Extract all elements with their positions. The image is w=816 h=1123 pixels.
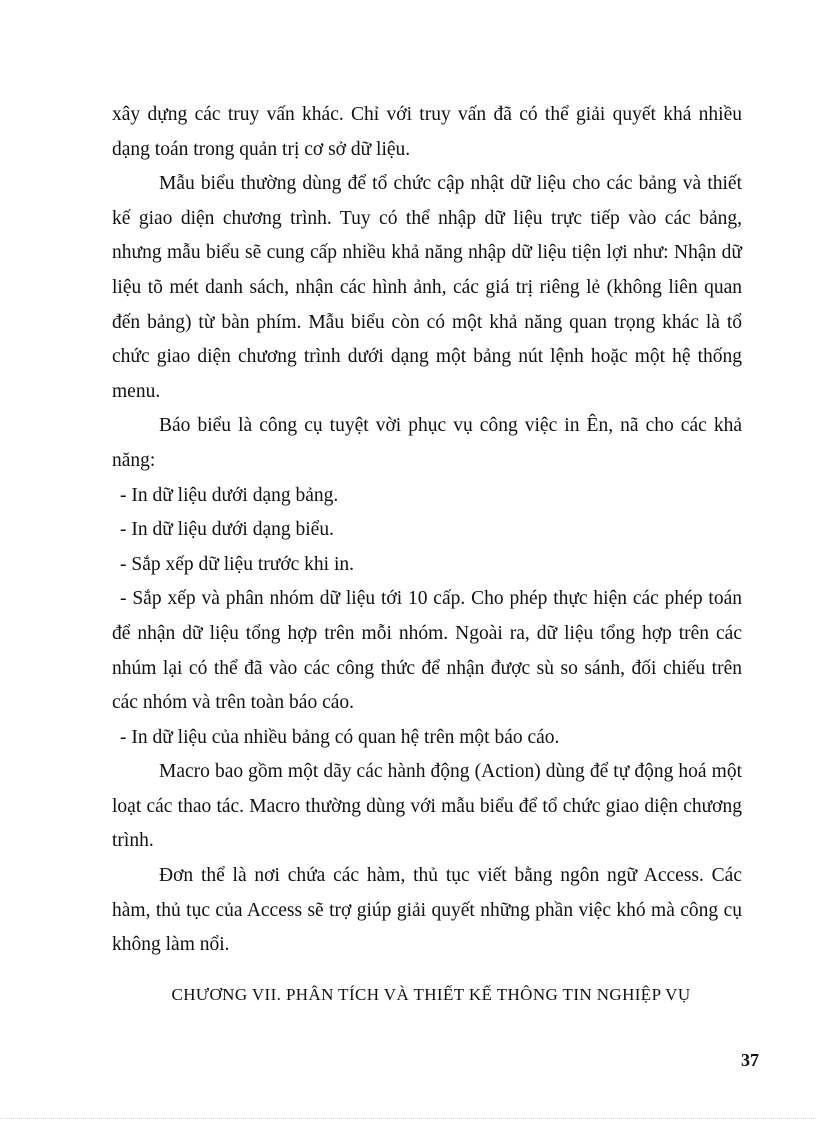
body-text (112, 98, 742, 963)
paragraph: xây dựng các truy vấn khác. Chỉ với truy vấn đã có thể giải quyết khá nhiều dạng toán trong quản trị cơ sở dữ liệu. (112, 104, 742, 160)
list-item: - In dữ liệu dưới dạng bảng. (120, 484, 339, 506)
paragraph: Đơn thể là nơi chứa các hàm, thủ tục viết bằng ngôn ngữ Access. Các hàm, thủ tục của Access sẽ trợ giúp giải quyết những phần việc khó mà công cụ không làm nổi. (112, 865, 742, 956)
list-item: - In dữ liệu dưới dạng biểu. (120, 519, 334, 541)
chapter-heading: CHƯƠNG VII. PHÂN TÍCH VÀ THIẾT KẾ THÔNG TIN NGHIỆP VỤ (171, 985, 691, 1004)
bottom-divider (0, 1118, 816, 1119)
paragraph: Macro bao gồm một dãy các hành động (Action) dùng để tự động hoá một loạt các thao tác. Macro thường dùng với mẫu biểu để tổ chức giao diện chương trình. (112, 761, 742, 852)
list-item: - In dữ liệu của nhiều bảng có quan hệ trên một báo cáo. (120, 726, 560, 748)
paragraph: Báo biểu là công cụ tuyệt vời phục vụ công việc in Ên, nã cho các khả năng: (112, 415, 742, 471)
list-item: - Sắp xếp dữ liệu trước khi in. (120, 553, 354, 575)
paragraph: Mẫu biểu thường dùng để tổ chức cập nhật dữ liệu cho các bảng và thiết kế giao diện chương trình. Tuy có thể nhập dữ liệu trực tiếp vào các bảng, nhưng mẫu biểu sẽ cung cấp nhiều khả năng nhập dữ liệu tiện lợi như: Nhận dữ liệu tõ mét danh sách, nhận các hình ảnh, các giá trị riêng lẻ (không liên quan đến bảng) từ bàn phím. Mẫu biểu còn có một khả năng quan trọng khác là tổ chức giao diện chương trình dưới dạng một bảng nút lệnh hoặc một hệ thống menu. (112, 173, 742, 402)
page-number: 37 (741, 1050, 759, 1070)
list-item: - Sắp xếp và phân nhóm dữ liệu tới 10 cấp. Cho phép thực hiện các phép toán để nhận dữ liệu tổng hợp trên mỗi nhóm. Ngoài ra, dữ liệu tổng hợp trên các nhúm lại có thể đã vào các công thức để nhận được sù so sánh, đối chiếu trên các nhóm và trên toàn báo cáo. (112, 588, 742, 714)
